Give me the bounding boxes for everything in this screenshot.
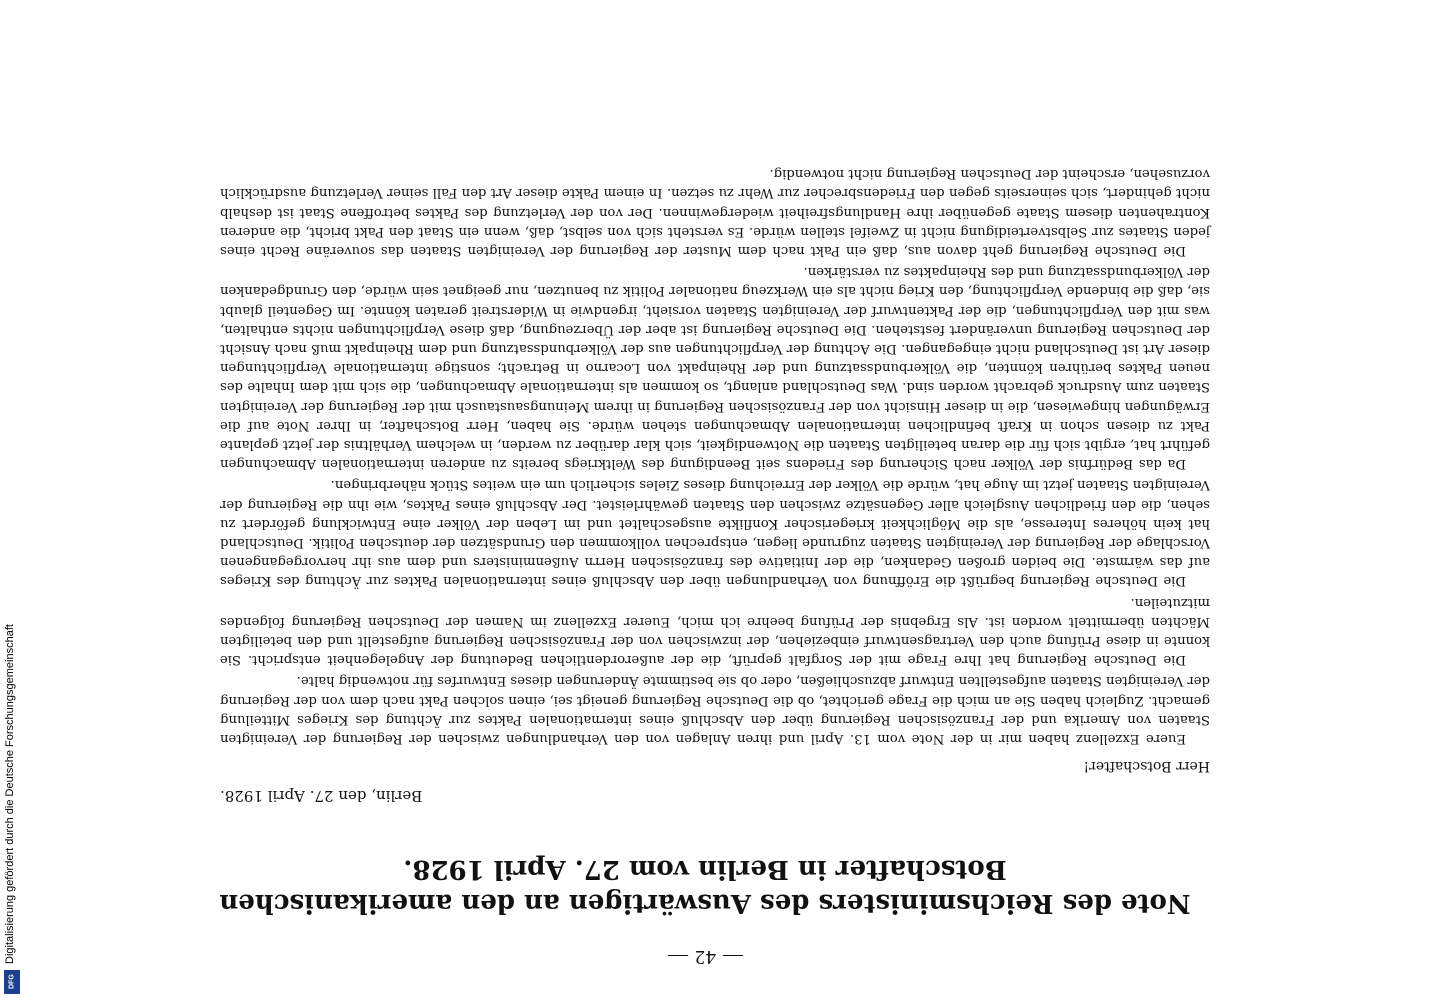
page-number: — 42 — bbox=[667, 946, 743, 968]
paragraph: Die Deutsche Regierung geht davon aus, daß ein Pakt nach dem Muster der Regierung der Vereinigten Staaten das souveräne Recht eines jeden Staates zur Selbstverteidigung nicht in Zweifel stellen würde. Es versteht sich von selbst, daß, wenn ein Staat den Pakt bricht, die anderen Kontrahenten diesem Staate gegenüber ihre Handlungsfreiheit wiedergewinnen. Der von der Verletzung des Paktes betroffene Staat ist deshalb nicht gehindert, sich seinerseits gegen den Friedensbrecher zur Wehr zu setzen. In einem Pakte dieser Art den Fall seiner Verletzung ausdrücklich vorzusehen, erscheint der Deutschen Regierung nicht notwendig. bbox=[220, 166, 1210, 258]
digitization-footer bbox=[2, 606, 24, 996]
document-title bbox=[160, 852, 1250, 920]
paragraph: Da das Bedürfnis der Völker nach Sicherung des Friedens seit Beendigung des Weltkriegs bereits zu anderen internationalen Abmachungen geführt hat, ergibt sich für die daran beteiligten Staaten die Notwendigkeit, sich klar darüber zu werden, in welchem Verhältnis der jetzt geplante Pakt zu diesen schon in Kraft befindlichen internationalen Abmachungen stehen würde. Sie haben, Herr Botschafter, in Ihrer Note auf die Erwägungen hingewiesen, die in dieser Hinsicht von der Französischen Regierung in ihrem Meinungsaustausch mit der Regierung der Vereinigten Staaten zum Ausdruck gebracht worden sind. Was Deutschland anlangt, so kommen als internationale Abmachungen, die sich mit dem Inhalte des neuen Paktes berühren könnten, die Völkerbundssatzung und der Rheinpakt von Locarno in Betracht; sonstige internationale Verpflichtungen dieser Art ist Deutschland nicht eingegangen. Die Achtung der Verpflichtungen aus der Völkerbundssatzung und dem Rheinpakt muß nach Ansicht der Deutschen Regierung unverändert feststehen. Die Deutsche Regierung ist aber der Überzeugung, daß diese Verpflichtungen nichts enthalten, was mit den Verpflichtungen, die der Paktentwurf der Vereinigten Staaten vorsieht, irgendwie in Widerstreit geraten könnte. Im Gegenteil glaubt sie, daß die bindende Verpflichtung, den Krieg nicht als ein Werkzeug nationaler Politik zu benutzen, nur geeignet sein würde, den Grundgedanken der Völkerbundssatzung und des Rheinpaktes zu verstärken. bbox=[220, 264, 1210, 472]
dateline: Berlin, den 27. April 1928. bbox=[220, 787, 423, 805]
dfg-logo-icon: DFG bbox=[4, 970, 20, 994]
salutation: Herr Botschafter! bbox=[1083, 758, 1210, 774]
paragraph: Die Deutsche Regierung hat Ihre Frage mit der Sorgfalt geprüft, die der außerordentlichen Bedeutung der Angelegenheit entspricht. Sie konnte in diese Prüfung auch den Vertragsentwurf einbeziehen, der inzwischen von der Französischen Regierung aufgestellt und den beteiligten Mächten übermittelt worden ist. Als Ergebnis der Prüfung beehre ich mich, Euerer Exzellenz im Namen der Deutschen Regierung folgendes mitzuteilen. bbox=[220, 594, 1210, 668]
letter-body bbox=[220, 162, 1210, 748]
document-body bbox=[160, 60, 1250, 968]
title-line-1: Note des Reichsministers des Auswärtigen an den amerikanischen bbox=[219, 888, 1191, 918]
paragraph: Die Deutsche Regierung begrüßt die Eröffnung von Verhandlungen über den Abschluß eines internationalen Paktes zur Ächtung des Krieges auf das wärmste. Die beiden großen Gedanken, die der Initiative des französischen Herrn Außenministers und dem aus ihr hervorgegangenen Vorschlage der Regierung der Vereinigten Staaten zugrunde liegen, entsprechen vollkommen den Grundsätzen der deutschen Politik. Deutschland hat kein höheres Interesse, als die Möglichkeit kriegerischer Konflikte ausgeschaltet und im Leben der Völker eine Entwicklung gefördert zu sehen, die den friedlichen Ausgleich aller Gegensätze zwischen den Staaten gewährleistet. Der Abschluß eines Paktes, wie ihn die Regierung der Vereinigten Staaten jetzt im Auge hat, würde die Völker der Erreichung dieses Zieles sicherlich um ein weites Stück näherbringen. bbox=[220, 477, 1210, 589]
funding-credit: Digitalisierung gefördert durch die Deutsche Forschungsgemeinschaft bbox=[4, 624, 16, 964]
paragraph: Euere Exzellenz haben mir in der Note vom 13. April und ihren Anlagen von den Verhandlungen zwischen der Regierung der Vereinigten Staaten von Amerika und der Französischen Regierung über den Abschluß eines internationalen Paktes zur Ächtung des Krieges Mitteilung gemacht. Zugleich haben Sie an mich die Frage gerichtet, ob die Deutsche Regierung geneigt sei, einen solchen Pakt nach dem von der Regierung der Vereinigten Staaten aufgestellten Entwurf abzuschließen, oder ob sie bestimmte Änderungen dieses Entwurfes für notwendig halte. bbox=[220, 673, 1210, 746]
title-line-2: Botschafter in Berlin vom 27. April 1928. bbox=[403, 854, 1007, 884]
